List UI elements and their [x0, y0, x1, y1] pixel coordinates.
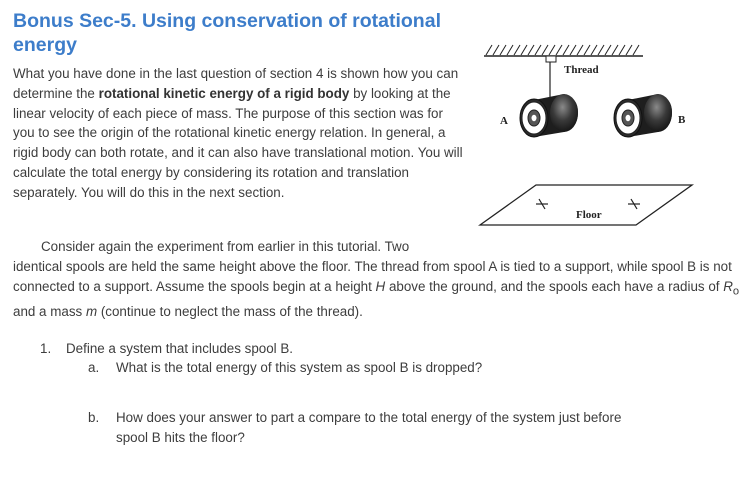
- question-1b-text-line2: spool B hits the floor?: [116, 429, 245, 445]
- question-1-text: Define a system that includes spool B.: [66, 341, 294, 356]
- intro-text-2: by looking at the linear velocity of each piece of mass. The purpose of this section was for you to see the origin of the rotational kinetic energy relation. In general, a rigid body can both rotate, and it can also have translational motion. You will calculate the total energy by considering its rotation and translation separately. You will do this in the next section.: [13, 85, 463, 200]
- var-r: R: [723, 278, 733, 294]
- spool-b: [614, 94, 672, 137]
- question-1b-text-line1: How does your answer to part a compare to the total energy of the system just before: [116, 410, 622, 425]
- spool-a-label: A: [500, 115, 508, 127]
- spool-a: [520, 94, 578, 137]
- var-m: m: [85, 304, 98, 320]
- var-h: H: [375, 278, 386, 294]
- thread-label: Thread: [564, 64, 599, 76]
- question-1b: [88, 408, 688, 448]
- spools-figure: [478, 38, 698, 233]
- consider-text-4: (continue to neglect the mass of the thread).: [97, 304, 363, 320]
- question-1a: [88, 358, 482, 378]
- var-r-subscript: o: [732, 285, 740, 298]
- consider-body: [13, 257, 748, 322]
- question-1-number: 1.: [40, 341, 52, 356]
- consider-text-1: identical spools are held the same height above the floor. The thread from spool A is tied to a support, while spool B is not connected to a support. Assume the spools begin at a height: [13, 258, 732, 294]
- intro-text-1: What you have done in the last question of section 4 is shown how you can determine the: [13, 66, 459, 101]
- question-1a-text: What is the total energy of this system as spool B is dropped?: [116, 360, 483, 375]
- question-1: [40, 339, 293, 359]
- question-1b-letter: b.: [88, 410, 100, 425]
- intro-bold-term: rotational kinetic energy of a rigid body: [98, 85, 350, 101]
- consider-text-2: above the ground, and the spools each have a radius of: [385, 278, 724, 294]
- consider-first-line: Consider again the experiment from earlier in this tutorial. Two: [41, 239, 410, 254]
- section-heading: Bonus Sec-5. Using conservation of rotational energy: [13, 10, 441, 56]
- ceiling-support: [484, 45, 643, 62]
- floor-label: Floor: [576, 209, 602, 221]
- spool-b-label: B: [678, 114, 686, 126]
- consider-text-3: and a mass: [13, 304, 86, 320]
- intro-paragraph: [13, 64, 463, 203]
- consider-paragraph: [13, 237, 748, 322]
- question-1a-letter: a.: [88, 360, 100, 375]
